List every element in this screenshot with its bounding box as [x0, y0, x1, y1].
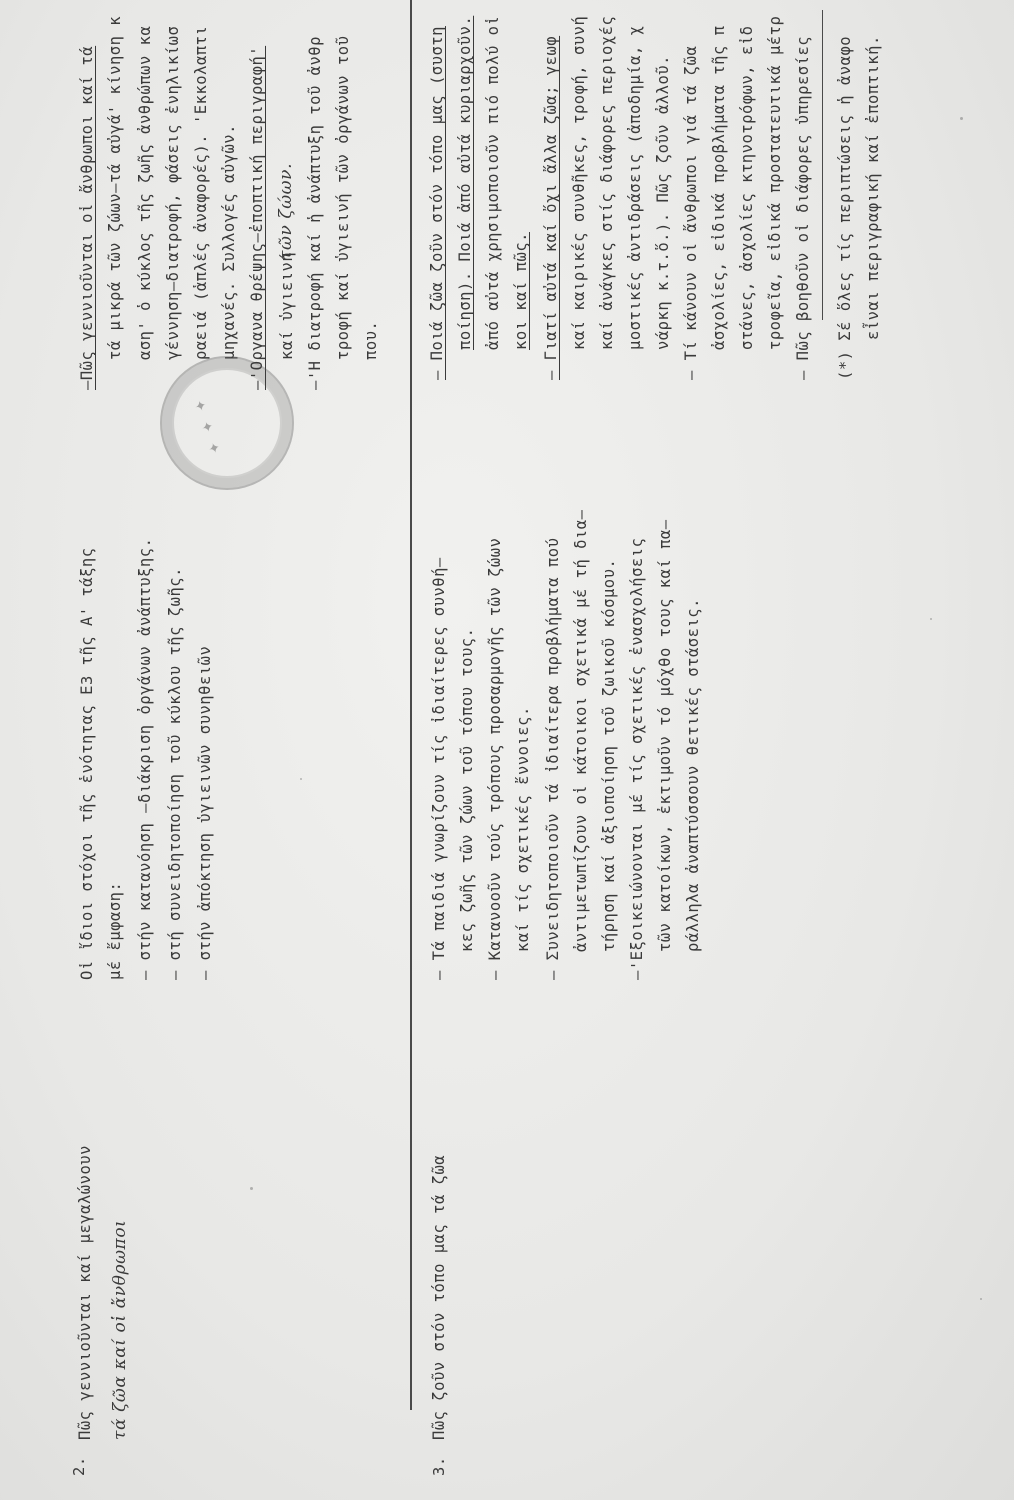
- scan-speck: [960, 117, 963, 120]
- scan-speck: [980, 1298, 982, 1300]
- scan-speck: [930, 618, 932, 620]
- section2-content-line: γέννηση—διατροφή, φάσεις ἐνηλικίωσ: [164, 25, 182, 360]
- section2-title-line2: τά ζῶα καί οἱ ἄνθρωποι: [110, 1219, 130, 1440]
- section3-content-line: μοστικές ἀντιδράσεις (ἀποδημία, χ: [626, 25, 644, 350]
- scan-speck: [250, 1187, 253, 1190]
- section2-content-line: —'Οργανα θρέψης—ἐποπτική περιγραφή': [248, 45, 266, 390]
- section3-content-line: — Πῶς βοηθοῦν οἱ διάφορες ὑπηρεσίες: [794, 35, 812, 380]
- section3-content-line: — Ποιά ζῶα ζοῦν στόν τόπο μας (συστη: [428, 26, 446, 380]
- section3-goal-line: καί τίς σχετικές ἔννοιες.: [514, 706, 532, 952]
- section2-content-line: τροφή καί ὑγιεινή τῶν ὀργάνων τοῦ: [334, 35, 352, 360]
- section3-content-line: στάνες, ἀσχολίες κτηνοτρόφων, εἰδ: [738, 25, 756, 350]
- section2-content-line: ραειά (ἁπλές ἀναφορές). 'Εκκολαπτι: [192, 25, 210, 360]
- section3-goal-line: κες ζωῆς τῶν ζώων τοῦ τόπου τους.: [458, 627, 476, 952]
- section3-content-line: καί καιρικές συνθῆκες, τροφή, συνή: [570, 15, 588, 350]
- section3-goal-line: —'Εξοικειώνονται μέ τίς σχετικές ἐνασχολήσεις: [628, 537, 646, 980]
- section3-content-line: καί ἀνάγκες στίς διάφορες περιοχές: [598, 15, 616, 350]
- footnote-line1: (*) Σέ ὅλες τίς περιπτώσεις ἡ ἀναφο: [836, 35, 854, 380]
- section3-goal-line: — Κατανοοῦν τούς τρόπους προσαρμογῆς τῶν ζώων: [486, 537, 504, 980]
- section3-title: Πῶς ζοῦν στόν τόπο μας τά ζῶα: [430, 1154, 448, 1440]
- section2-goals-line1: Οἱ ἴδιοι στόχοι τῆς ἑνότητας Ε3 τῆς Α' τάξης: [78, 547, 96, 980]
- section2-goal-item: — στήν κατανόηση —διάκριση ὀργάνων ἀνάπτυξης.: [136, 537, 154, 980]
- section3-number: 3.: [430, 1456, 448, 1476]
- section3-content-line: ἀσχολίες, εἰδικά προβλήματα τῆς π: [710, 25, 728, 350]
- section2-number: 2.: [70, 1456, 88, 1476]
- section3-goal-line: — Τά παιδιά γνωρίζουν τίς ἰδιαίτερες συνθή—: [430, 557, 448, 980]
- section2-content-line: τά μικρά τῶν ζώων—τά αὐγά' κίνηση κ: [106, 15, 124, 360]
- section3-goal-line: τήρηση καί ἀξιοποίηση τοῦ ζωικοῦ κόσμου.: [600, 558, 618, 952]
- section3-content-line: ἀπό αὐτά χρησιμοποιοῦν πιό πολύ οἱ: [484, 15, 502, 350]
- section3-content-line: — Γιατί αὐτά καί ὄχι ἄλλα ζῶα; γεωφ: [542, 35, 560, 380]
- stamp-seal-lettering: ✦ ✦ ✦: [191, 394, 225, 456]
- section3-goal-line: τῶν κατοίκων, ἐκτιμοῦν τό μόχθο τους καί πα—: [656, 519, 674, 952]
- section2-handwritten-note: τῶν ζώων.: [276, 162, 296, 260]
- footnote-line2: εἶναι περιγραφική καί ἐποπτική.: [864, 35, 882, 340]
- section3-goal-line: ἀντιμετωπίζουν οἱ κάτοικοι σχετικά μέ τή δια—: [572, 509, 590, 952]
- section2-content-line: αση' ὁ κύκλος τῆς ζωῆς ἀνθρώπων κα: [136, 25, 154, 360]
- section2-content-line: —Πῶς γεννιοῦνται οἱ ἄνθρωποι καί τά: [78, 45, 96, 390]
- section3-content-line: κοι καί πῶς.: [512, 232, 530, 350]
- section2-content-line: που.: [362, 320, 380, 360]
- section3-content-line: νάρκη κ.τ.ὅ.). Πῶς ζοῦν ἀλλοῦ.: [654, 55, 672, 350]
- section2-content-line: —'Η διατροφή καί ἡ ἀνάπτυξη τοῦ ἀνθρ: [306, 36, 324, 390]
- section2-goal-item: — στήν ἀπόκτηση ὑγιεινῶν συνηθειῶν: [196, 645, 214, 980]
- section2-goal-item: — στή συνειδητοποίηση τοῦ κύκλου τῆς ζωῆς.: [166, 567, 184, 980]
- section2-content-line: μηχανές. Συλλογές αὐγῶν.: [220, 124, 238, 360]
- section3-goal-line: ράλληλα ἀναπτύσσουν θετικές στάσεις.: [684, 598, 702, 952]
- scan-speck: [300, 778, 302, 780]
- section3-content-line: ποίηση). Ποιά ἀπό αὐτά κυριαρχοῦν.: [456, 15, 474, 350]
- section2-goals-line2: μέ ἔμφαση:: [106, 881, 124, 980]
- section3-content-line: τροφεῖα, εἰδικά προστατευτικά μέτρ: [766, 15, 784, 350]
- section2-content-line: καί ὑγιεινή: [278, 251, 296, 360]
- section3-goal-line: — Συνειδητοποιοῦν τά ἰδιαίτερα προβλήματα πού: [544, 537, 562, 980]
- section3-content-line: — Τί κάνουν οἱ ἄνθρωποι γιά τά ζῶα: [682, 45, 700, 380]
- footnote-rule: [822, 10, 823, 320]
- section2-title-line1: Πῶς γεννιοῦνται καί μεγαλώνουν: [76, 1145, 94, 1440]
- section-divider: [410, 0, 412, 1410]
